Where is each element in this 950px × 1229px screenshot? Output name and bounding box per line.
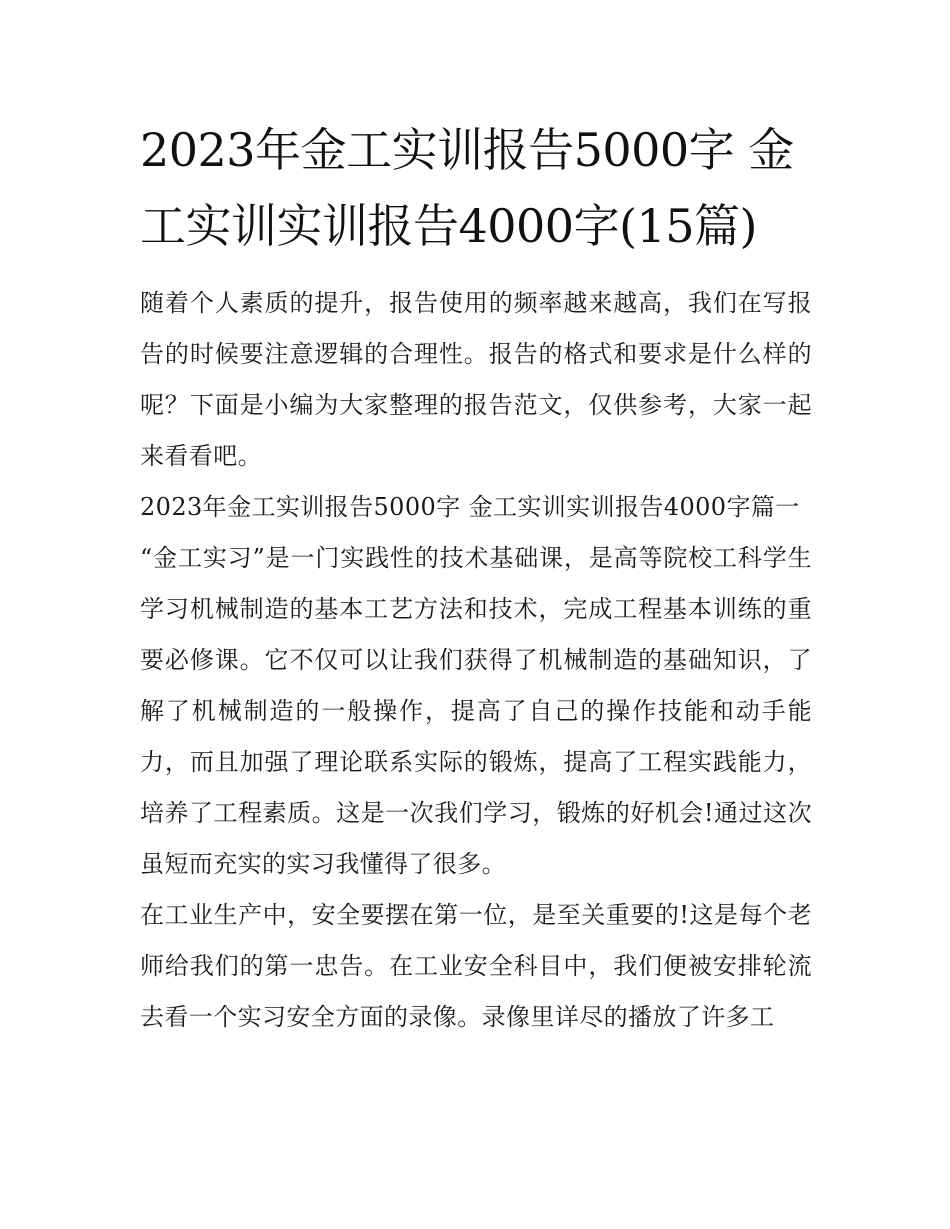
body-paragraph: “金工实习”是一门实践性的技术基础课，是高等院校工科学生学习机械制造的基本工艺方法和技术，完成工程基本训练的重要必修课。它不仅可以让我们获得了机械制造的基础知识，了解了机械制造的一般操作，提高了自己的操作技能和动手能力，而且加强了理论联系实际的锻炼，提高了工程实践能力，培养了工程素质。这是一次我们学习，锻炼的好机会!通过这次虽短而充实的实习我懂得了很多。 <box>140 544 812 878</box>
body-paragraph: 在工业生产中，安全要摆在第一位，是至关重要的!这是每个老师给我们的第一忠告。在工业安全科目中，我们便被安排轮流去看一个实习安全方面的录像。录像里详尽的播放了许多工 <box>140 901 812 1031</box>
section-heading: 2023年金工实训报告5000字 金工实训实训报告4000字篇一 <box>140 493 800 521</box>
document-title: 2023年金工实训报告5000字 金工实训实训报告4000字(15篇) <box>140 123 794 253</box>
intro-paragraph: 随着个人素质的提升，报告使用的频率越来越高，我们在写报告的时候要注意逻辑的合理性。报告的格式和要求是什么样的呢？下面是小编为大家整理的报告范文，仅供参考，大家一起来看看吧。 <box>140 289 812 470</box>
document-content <box>140 112 812 1043</box>
